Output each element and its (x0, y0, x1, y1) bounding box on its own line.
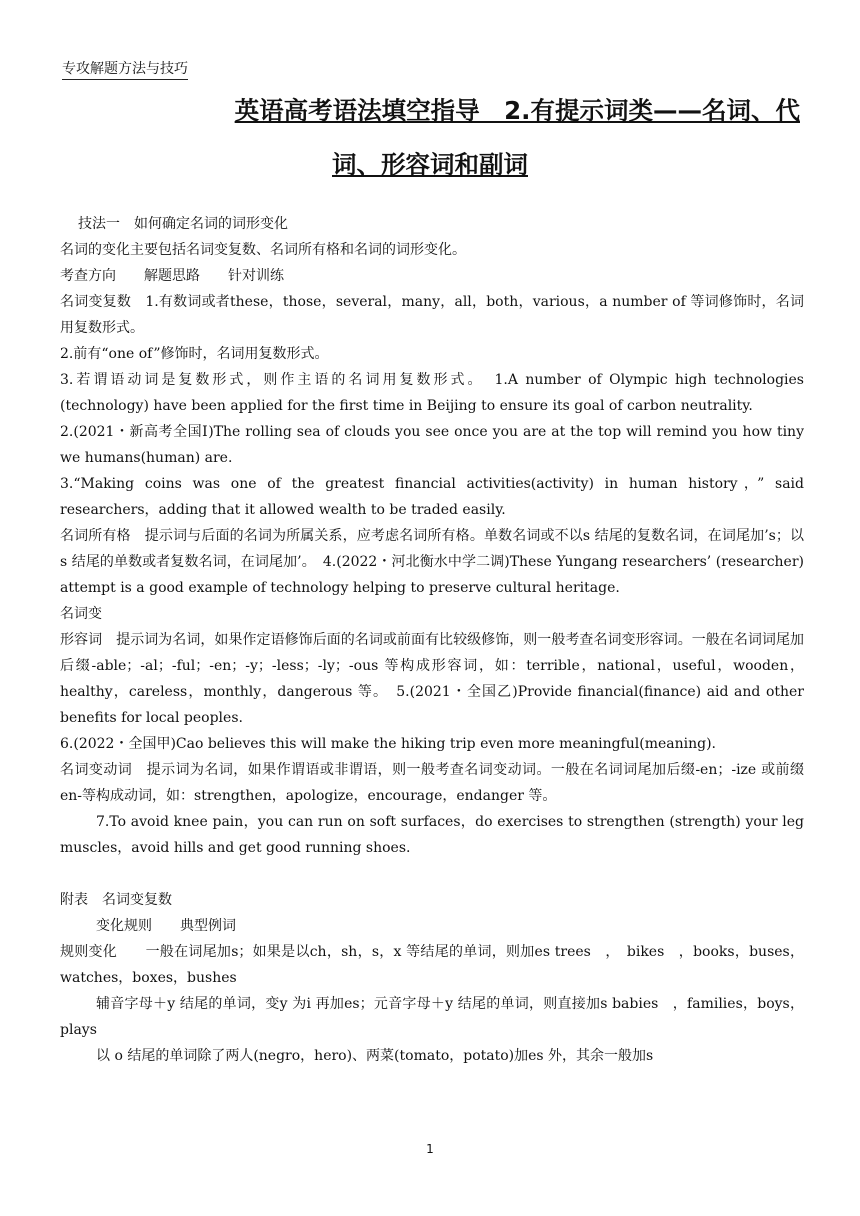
paragraph: 名词的变化主要包括名词变复数、名词所有格和名词的词形变化。 (60, 242, 466, 258)
title-line-1: 英语高考语法填空指导 2.有提示词类——名词、代 (234, 96, 800, 125)
paragraph: 3.若谓语动词是复数形式，则作主语的名词用复数形式。 1.A number of Olympic high technologies (technology) have been applied for the first time in Beijing to ensure its goal of carbon neutrality. (60, 372, 804, 414)
document-body (60, 211, 804, 1069)
title-line-2-text: 词、形容词和副词 (332, 150, 528, 179)
header-label: 专攻解题方法与技巧 (62, 58, 188, 80)
appendix-row: 辅音字母＋y 结尾的单词，变y 为i 再加es；元音字母＋y 结尾的单词，则直接加s babies ，families，boys，plays (60, 996, 804, 1038)
appendix-title: 附表 名词变复数 (60, 892, 172, 908)
paragraph: 6.(2022・全国甲)Cao believes this will make the hiking trip even more meaningful(meaning). (60, 736, 716, 752)
paragraph: 2.(2021・新高考全国Ⅰ)The rolling sea of clouds you see once you are at the top will remind you how tiny we humans(human) are. (60, 424, 804, 466)
title-line-2 (60, 138, 800, 192)
paragraph: 2.前有“one of”修饰时，名词用复数形式。 (60, 346, 329, 362)
section-heading: 技法一 如何确定名词的词形变化 (78, 216, 288, 232)
paragraph: 名词变复数 1.有数词或者these，those，several，many，all，both，various，a number of 等词修饰时，名词用复数形式。 (60, 294, 804, 336)
paragraph: 7.To avoid knee pain，you can run on soft surfaces，do exercises to strengthen (strength) your leg muscles，avoid hills and get good running shoes. (60, 814, 804, 856)
paragraph: 3.“Making coins was one of the greatest financial activities(activity) in human history，” said researchers，adding that it allowed wealth to be traded easily. (60, 476, 804, 518)
page-number: 1 (426, 1142, 434, 1156)
paragraph: 名词变 (60, 606, 102, 622)
appendix-row: 以 o 结尾的单词除了两人(negro，hero)、两菜(tomato，potato)加es 外，其余一般加s (96, 1048, 654, 1064)
appendix-header: 变化规则 典型例词 (96, 918, 236, 934)
paragraph: 名词变动词 提示词为名词，如果作谓语或非谓语，则一般考查名词变动词。一般在名词词尾加后缀-en；-ize 或前缀en-等构成动词，如：strengthen，apologize，encourage，endanger 等。 (60, 762, 804, 804)
table-header: 考查方向 解题思路 针对训练 (60, 268, 284, 284)
spacer (60, 861, 804, 887)
paragraph: 形容词 提示词为名词，如果作定语修饰后面的名词或前面有比较级修饰，则一般考查名词变形容词。一般在名词词尾加后缀-able；-al；-ful；-en；-y；-less；-ly；-ous 等构成形容词，如：terrible，national，useful，wooden，healthy，careless，monthly，dangerous 等。 5.(2021・全国乙)Provide financial(finance) aid and other benefits for local peoples. (60, 632, 804, 726)
page-title (60, 84, 800, 192)
paragraph: 名词所有格 提示词与后面的名词为所属关系，应考虑名词所有格。单数名词或不以s 结尾的复数名词，在词尾加’s；以s 结尾的单数或者复数名词，在词尾加’。 4.(2022・河北衡水中学二调)These Yungang researchers’ (researcher) attempt is a good example of technology helping to preserve cultural heritage. (60, 528, 804, 596)
appendix-row: 规则变化 一般在词尾加s；如果是以ch，sh，s，x 等结尾的单词，则加es trees ， bikes ，books，buses，watches，boxes，bushes (60, 944, 804, 986)
